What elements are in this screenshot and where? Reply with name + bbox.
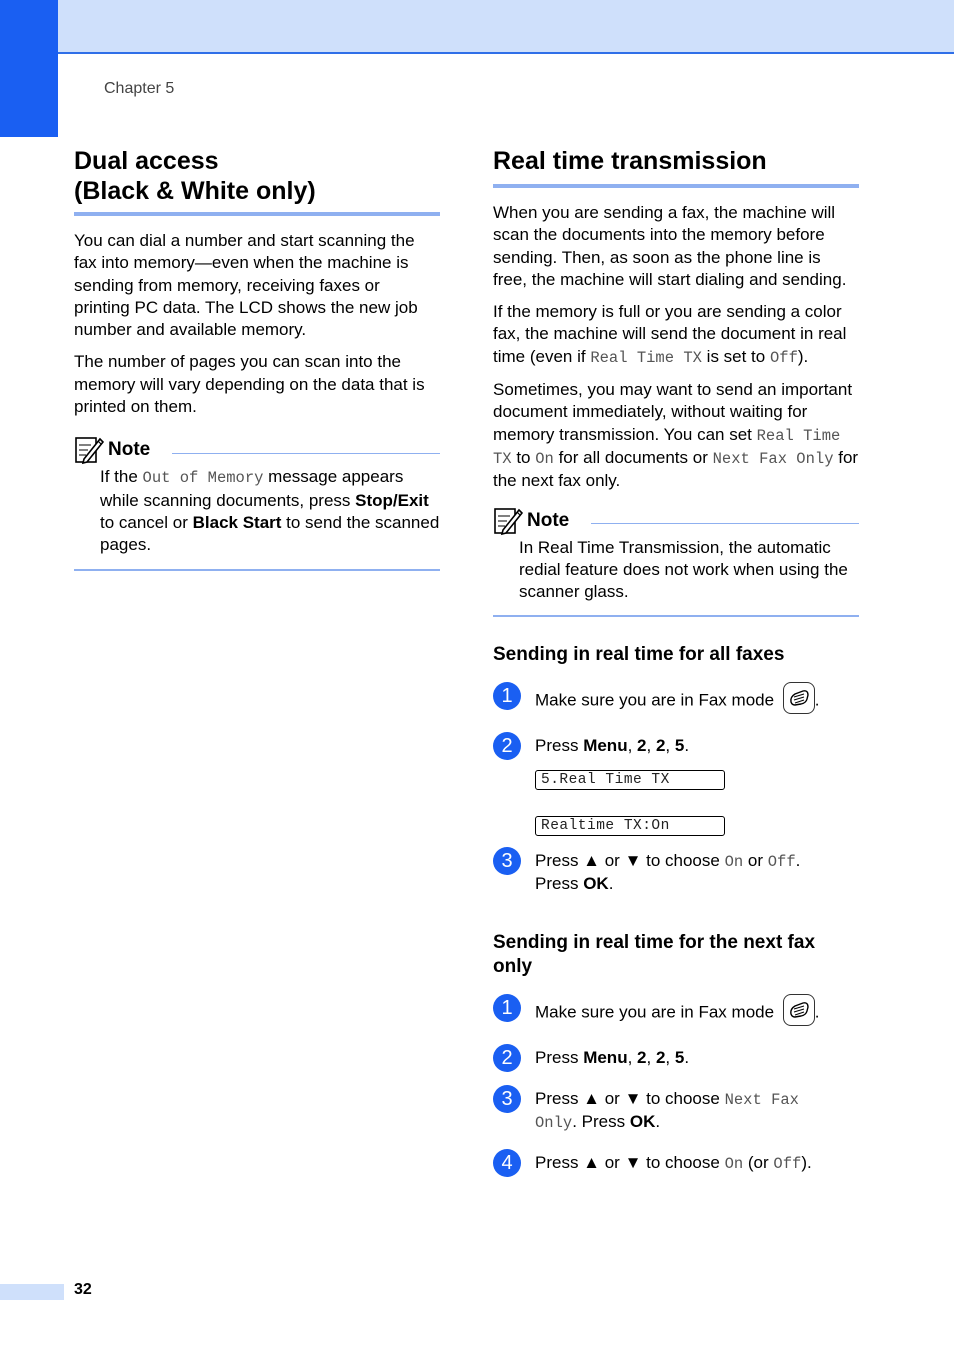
code-next-fax-only: Next Fax Only (712, 449, 834, 468)
step-text: Make sure you are in Fax mode (535, 690, 775, 710)
note-rule (591, 523, 859, 524)
dual-access-para2: The number of pages you can scan into the memory will vary depending on the data that is printed on them. (74, 352, 425, 417)
fax-mode-icon (783, 994, 815, 1026)
para-text: If the memory is full or you are sending a color fax, the machine will send the document in real time (even if (493, 302, 847, 366)
step-text: , (665, 736, 675, 756)
note-title: Note (527, 509, 570, 531)
step-text: . (655, 1111, 661, 1131)
footer-band (0, 1284, 64, 1300)
page-number: 32 (74, 1281, 92, 1298)
step-text: Make sure you are in Fax mode (535, 1002, 775, 1022)
note-text: to send the scanned pages. (100, 512, 440, 555)
key-ok: OK (583, 874, 609, 894)
code-on: On (535, 449, 554, 468)
note-key-stop-exit: Stop/Exit (355, 490, 429, 510)
note-pencil-icon (74, 435, 104, 465)
key-menu: Menu (583, 1048, 628, 1068)
lcd-display-menu: 5.Real Time TX (535, 770, 725, 790)
step-number: 1 (493, 994, 521, 1022)
para-text: ). (797, 346, 809, 366)
step-number: 1 (493, 682, 521, 710)
step-text: Press (535, 874, 584, 894)
chapter-label: Chapter 5 (104, 80, 175, 97)
note-header (74, 434, 440, 466)
real-time-heading: Real time transmission (493, 146, 859, 188)
step-text: Press ▲ or ▼ to choose (535, 1153, 725, 1173)
step-3 (493, 850, 859, 896)
step-text: , (646, 1048, 656, 1068)
key-5: 5 (674, 736, 685, 756)
step-text: , (665, 1048, 675, 1068)
real-time-para2 (493, 301, 859, 369)
step-number: 2 (493, 732, 521, 760)
step-text: ). (801, 1153, 812, 1173)
real-time-para3 (493, 379, 859, 492)
key-2: 2 (655, 736, 666, 756)
step-text: . (814, 690, 820, 710)
step-text: . (608, 874, 614, 894)
section-all-faxes-heading: Sending in real time for all faxes (493, 644, 785, 666)
para-text: for all documents or (553, 447, 713, 467)
key-ok: OK (629, 1111, 656, 1131)
step-text: Press ▲ or ▼ to choose (535, 1088, 725, 1108)
right-column (493, 146, 859, 1176)
note-body: In Real Time Transmission, the automatic redial feature does not work when using the scanner glass. (519, 537, 848, 602)
dual-access-title-line1: Dual access (74, 147, 219, 175)
note-header (493, 505, 859, 537)
step-text: (or (743, 1153, 774, 1173)
fax-mode-icon (783, 682, 815, 714)
code-off: Off (767, 852, 796, 871)
section-next-fax-heading: Sending in real time for the next fax only (493, 932, 816, 978)
note-text: If the (100, 467, 143, 487)
key-2: 2 (637, 736, 647, 756)
step-text: . Press (572, 1111, 630, 1131)
step-2 (493, 735, 859, 757)
dual-access-title-line2: (Black & White only) (74, 177, 316, 205)
note-title: Note (108, 439, 151, 461)
step-text: Press (535, 1048, 584, 1068)
step-number: 4 (493, 1149, 521, 1177)
key-menu: Menu (583, 736, 628, 756)
para-text: to (511, 447, 536, 467)
note-text: to cancel or (100, 512, 193, 532)
lcd-display-setting: Realtime TX:On (535, 816, 725, 836)
step-number: 2 (493, 1044, 521, 1072)
chapter-tab (0, 0, 58, 137)
note-box (493, 505, 859, 618)
note-pencil-icon (493, 506, 523, 536)
code-real-time-tx: Real Time TX (590, 348, 702, 367)
step-number: 3 (493, 1085, 521, 1113)
step-text: . (814, 1002, 820, 1022)
step-text: . (795, 850, 801, 870)
code-off: Off (769, 348, 798, 367)
left-column (74, 146, 440, 571)
step-text: . (684, 736, 690, 756)
para-text: is set to (701, 346, 770, 366)
code-on: On (724, 1155, 744, 1174)
note-key-black-start: Black Start (192, 512, 282, 532)
note-box (74, 434, 440, 570)
note-rule (172, 453, 440, 454)
step-text: Press (535, 736, 584, 756)
note-body (100, 466, 440, 556)
key-2: 2 (655, 1048, 666, 1068)
key-5: 5 (674, 1048, 685, 1068)
step-text: . (684, 1048, 690, 1068)
code-off: Off (773, 1155, 802, 1174)
code-real-time-tx: Real Time TX (493, 426, 841, 468)
step-4 (493, 1152, 859, 1175)
real-time-para1: When you are sending a fax, the machine will scan the documents into the memory before sending. Then, as soon as the phone line is free, the machine will start dialing and sending. (493, 203, 847, 289)
para-text: Sometimes, you may want to send an important document immediately, without waiting for memory transmission. You can set (493, 380, 853, 444)
key-2: 2 (637, 1048, 647, 1068)
note-text: message appears while scanning documents, press (100, 467, 404, 510)
note-code-out-of-memory: Out of Memory (142, 469, 264, 488)
step-3 (493, 1088, 859, 1135)
step-text: , (646, 736, 656, 756)
step-text: , (627, 1048, 638, 1068)
dual-access-para1: You can dial a number and start scanning the fax into memory—even when the machine is sending from memory, receiving faxes or printing PC data. The LCD shows the new job number and available memory. (74, 231, 418, 340)
para-text: for the next fax only. (493, 447, 859, 491)
step-text: Press ▲ or ▼ to choose (535, 850, 725, 870)
step-1 (493, 685, 859, 717)
step-text: , (627, 736, 638, 756)
header-band (0, 0, 954, 54)
step-1 (493, 997, 859, 1029)
code-on: On (724, 852, 744, 871)
step-2 (493, 1047, 859, 1069)
dual-access-heading (74, 146, 440, 216)
step-number: 3 (493, 847, 521, 875)
code-only: Only (535, 1113, 573, 1132)
code-next-fax: Next Fax (724, 1090, 799, 1109)
step-text: or (743, 850, 768, 870)
